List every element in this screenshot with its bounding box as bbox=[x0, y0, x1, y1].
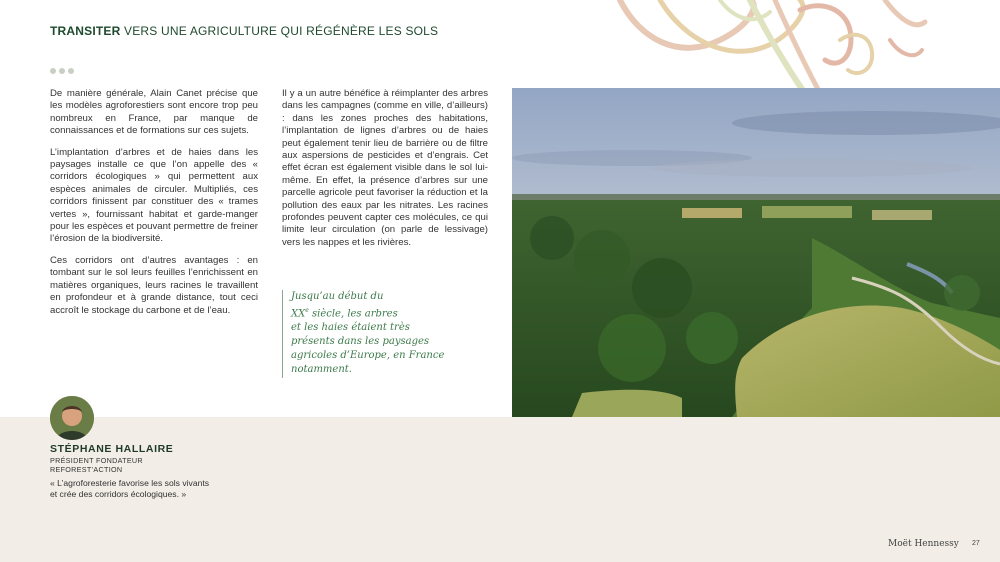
pull-quote-text: siècle, les arbres bbox=[308, 308, 398, 320]
pull-quote-line: présents dans les paysages bbox=[291, 336, 430, 348]
pull-quote-line: agricoles d’Europe, en France bbox=[291, 350, 445, 362]
person-role bbox=[50, 456, 143, 474]
page-number: 27 bbox=[972, 540, 980, 547]
person-quote-line: et crée des corridors écologiques. » bbox=[50, 489, 187, 499]
pull-quote-superscript: e bbox=[305, 307, 309, 314]
dot bbox=[68, 68, 74, 74]
pull-quote bbox=[282, 290, 461, 378]
pull-quote-line: Jusqu’au début du bbox=[291, 291, 384, 302]
person-quote bbox=[50, 478, 250, 500]
pull-quote-century: XX bbox=[291, 308, 306, 320]
paragraph: L’implantation d’arbres et de haies dans les paysages installe ce que l’on appelle des « corridors écologiques » qui permettent aux espèces animales de circuler. Multipliés, ces corridors finissent par constituer des « trames vertes », fournissant habitat et garde-manger pour les espèces et pouvant permettre de freiner l’érosion de la biodiversité. bbox=[50, 146, 258, 245]
person-name: STÉPHANE HALLAIRE bbox=[50, 443, 174, 455]
paragraph: Ces corridors ont d’autres avantages : en tombant sur le sol leurs feuilles l’enrichissent en matières organiques, leurs racines le travaillent en profondeur et à grande distance, tout ceci accroît le stockage du carbone et de l’eau. bbox=[50, 254, 258, 316]
person-organization: REFOREST’ACTION bbox=[50, 465, 123, 474]
pull-quote-line: notamment. bbox=[291, 364, 352, 376]
person-quote-line: « L’agroforesterie favorise les sols vivants bbox=[50, 478, 210, 488]
text-column-left bbox=[50, 88, 258, 326]
aerial-landscape-photo bbox=[512, 88, 1000, 417]
footer-brand: Moët Hennessy bbox=[888, 539, 959, 549]
section-title-strong: TRANSITER bbox=[50, 24, 121, 38]
paragraph: De manière générale, Alain Canet précise que les modèles agroforestiers sont encore trop peu nombreux en France, par manque de connaissances et de formations sur ces sujets. bbox=[50, 88, 258, 137]
text-column-middle bbox=[282, 88, 488, 258]
section-title-rest: VERS UNE AGRICULTURE QUI RÉGÉNÈRE LES SOLS bbox=[120, 24, 439, 38]
avatar bbox=[50, 396, 94, 440]
pull-quote-line: et les haies étaient très bbox=[291, 322, 410, 334]
dot bbox=[59, 68, 65, 74]
person-role-line: PRÉSIDENT FONDATEUR bbox=[50, 456, 143, 465]
pull-quote-line bbox=[291, 304, 461, 321]
dot bbox=[50, 68, 56, 74]
section-title bbox=[50, 24, 438, 38]
decorative-dots bbox=[50, 68, 74, 74]
paragraph: Il y a un autre bénéfice à réimplanter des arbres dans les campagnes (comme en ville, d’ailleurs) : dans les zones proches des habitations, l’implantation de lignes d’arbres ou de haies peut également tenir lieu de barrière ou de filtre aux aspersions de pesticides et d’engrais. Cet effet écran est également visible dans le sol lui-même. En effet, la présence d’arbres sur une parcelle agricole peut favoriser la réduction et la pollution des eaux par les nitrates. Les racines profondes peuvent capter ces molécules, ce qui limite leur circulation (on parle de lessivage) vers les nappes et les rivières. bbox=[282, 88, 488, 248]
